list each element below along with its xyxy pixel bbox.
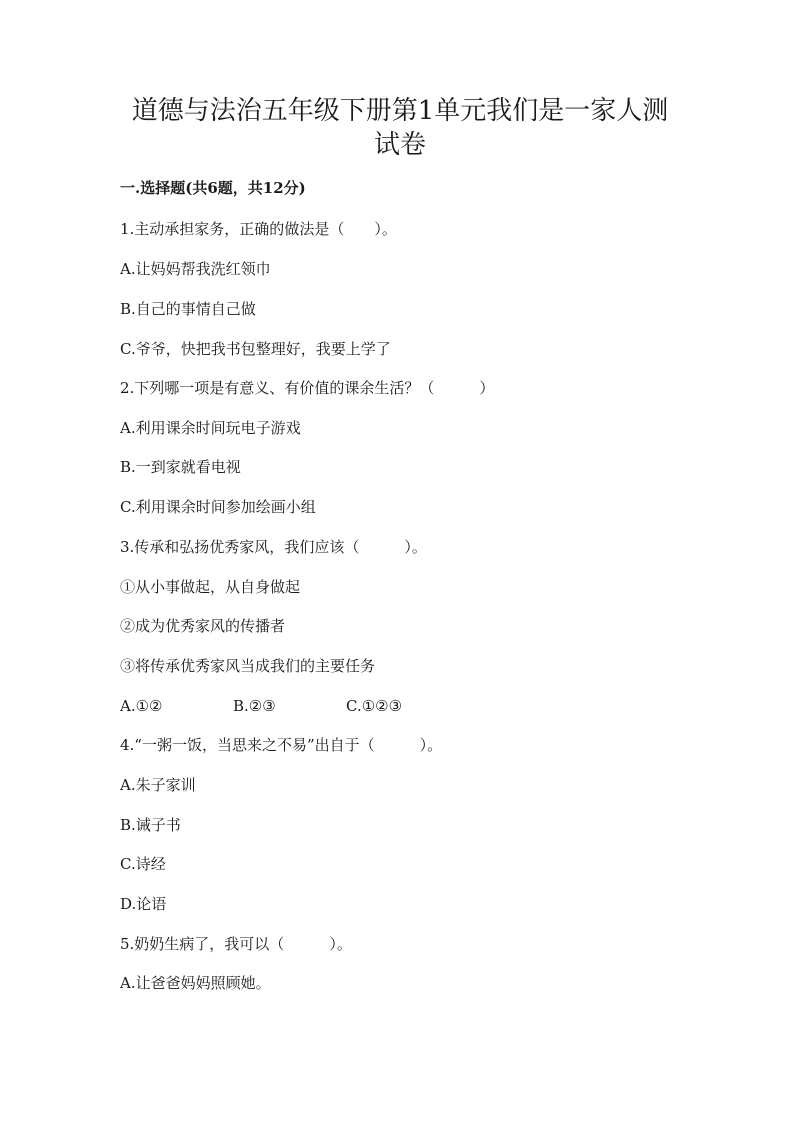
question-3-option-b: B.②③ xyxy=(233,697,276,715)
question-2-option-a: A.利用课余时间玩电子游戏 xyxy=(120,419,301,437)
section-heading: 一.选择题(共6题，共12分) xyxy=(120,179,306,197)
question-4-option-d: D.论语 xyxy=(120,895,167,913)
question-1-option-a: A.让妈妈帮我洗红领巾 xyxy=(120,260,271,278)
question-1-stem: 1.主动承担家务，正确的做法是（ ）。 xyxy=(120,220,397,238)
question-3-statement-1: ①从小事做起，从自身做起 xyxy=(120,578,301,596)
question-4-option-c: C.诗经 xyxy=(120,855,166,873)
question-4-option-a: A.朱子家训 xyxy=(120,776,196,794)
question-5-stem: 5.奶奶生病了，我可以（ ）。 xyxy=(120,935,352,953)
exam-title: 道德与法治五年级下册第1单元我们是一家人测试卷 xyxy=(131,96,669,160)
question-3-option-a: A.①② xyxy=(120,697,163,715)
question-5-option-a: A.让爸爸妈妈照顾她。 xyxy=(120,974,271,992)
question-2-stem: 2.下列哪一项是有意义、有价值的课余生活？（ ） xyxy=(120,379,495,397)
question-2-option-c: C.利用课余时间参加绘画小组 xyxy=(120,498,316,516)
question-4-stem: 4.“一粥一饭，当思来之不易”出自于（ ）。 xyxy=(120,736,443,754)
question-1-option-c: C.爷爷，快把我书包整理好，我要上学了 xyxy=(120,340,391,358)
question-1-option-b: B.自己的事情自己做 xyxy=(120,300,256,318)
question-4-option-b: B.诫子书 xyxy=(120,816,181,834)
question-2-option-b: B.一到家就看电视 xyxy=(120,458,241,476)
question-3-statement-2: ②成为优秀家风的传播者 xyxy=(120,617,286,635)
question-3-statement-3: ③将传承优秀家风当成我们的主要任务 xyxy=(120,657,376,675)
question-3-option-c: C.①②③ xyxy=(346,697,403,715)
question-3-stem: 3.传承和弘扬优秀家风，我们应该（ ）。 xyxy=(120,538,427,556)
